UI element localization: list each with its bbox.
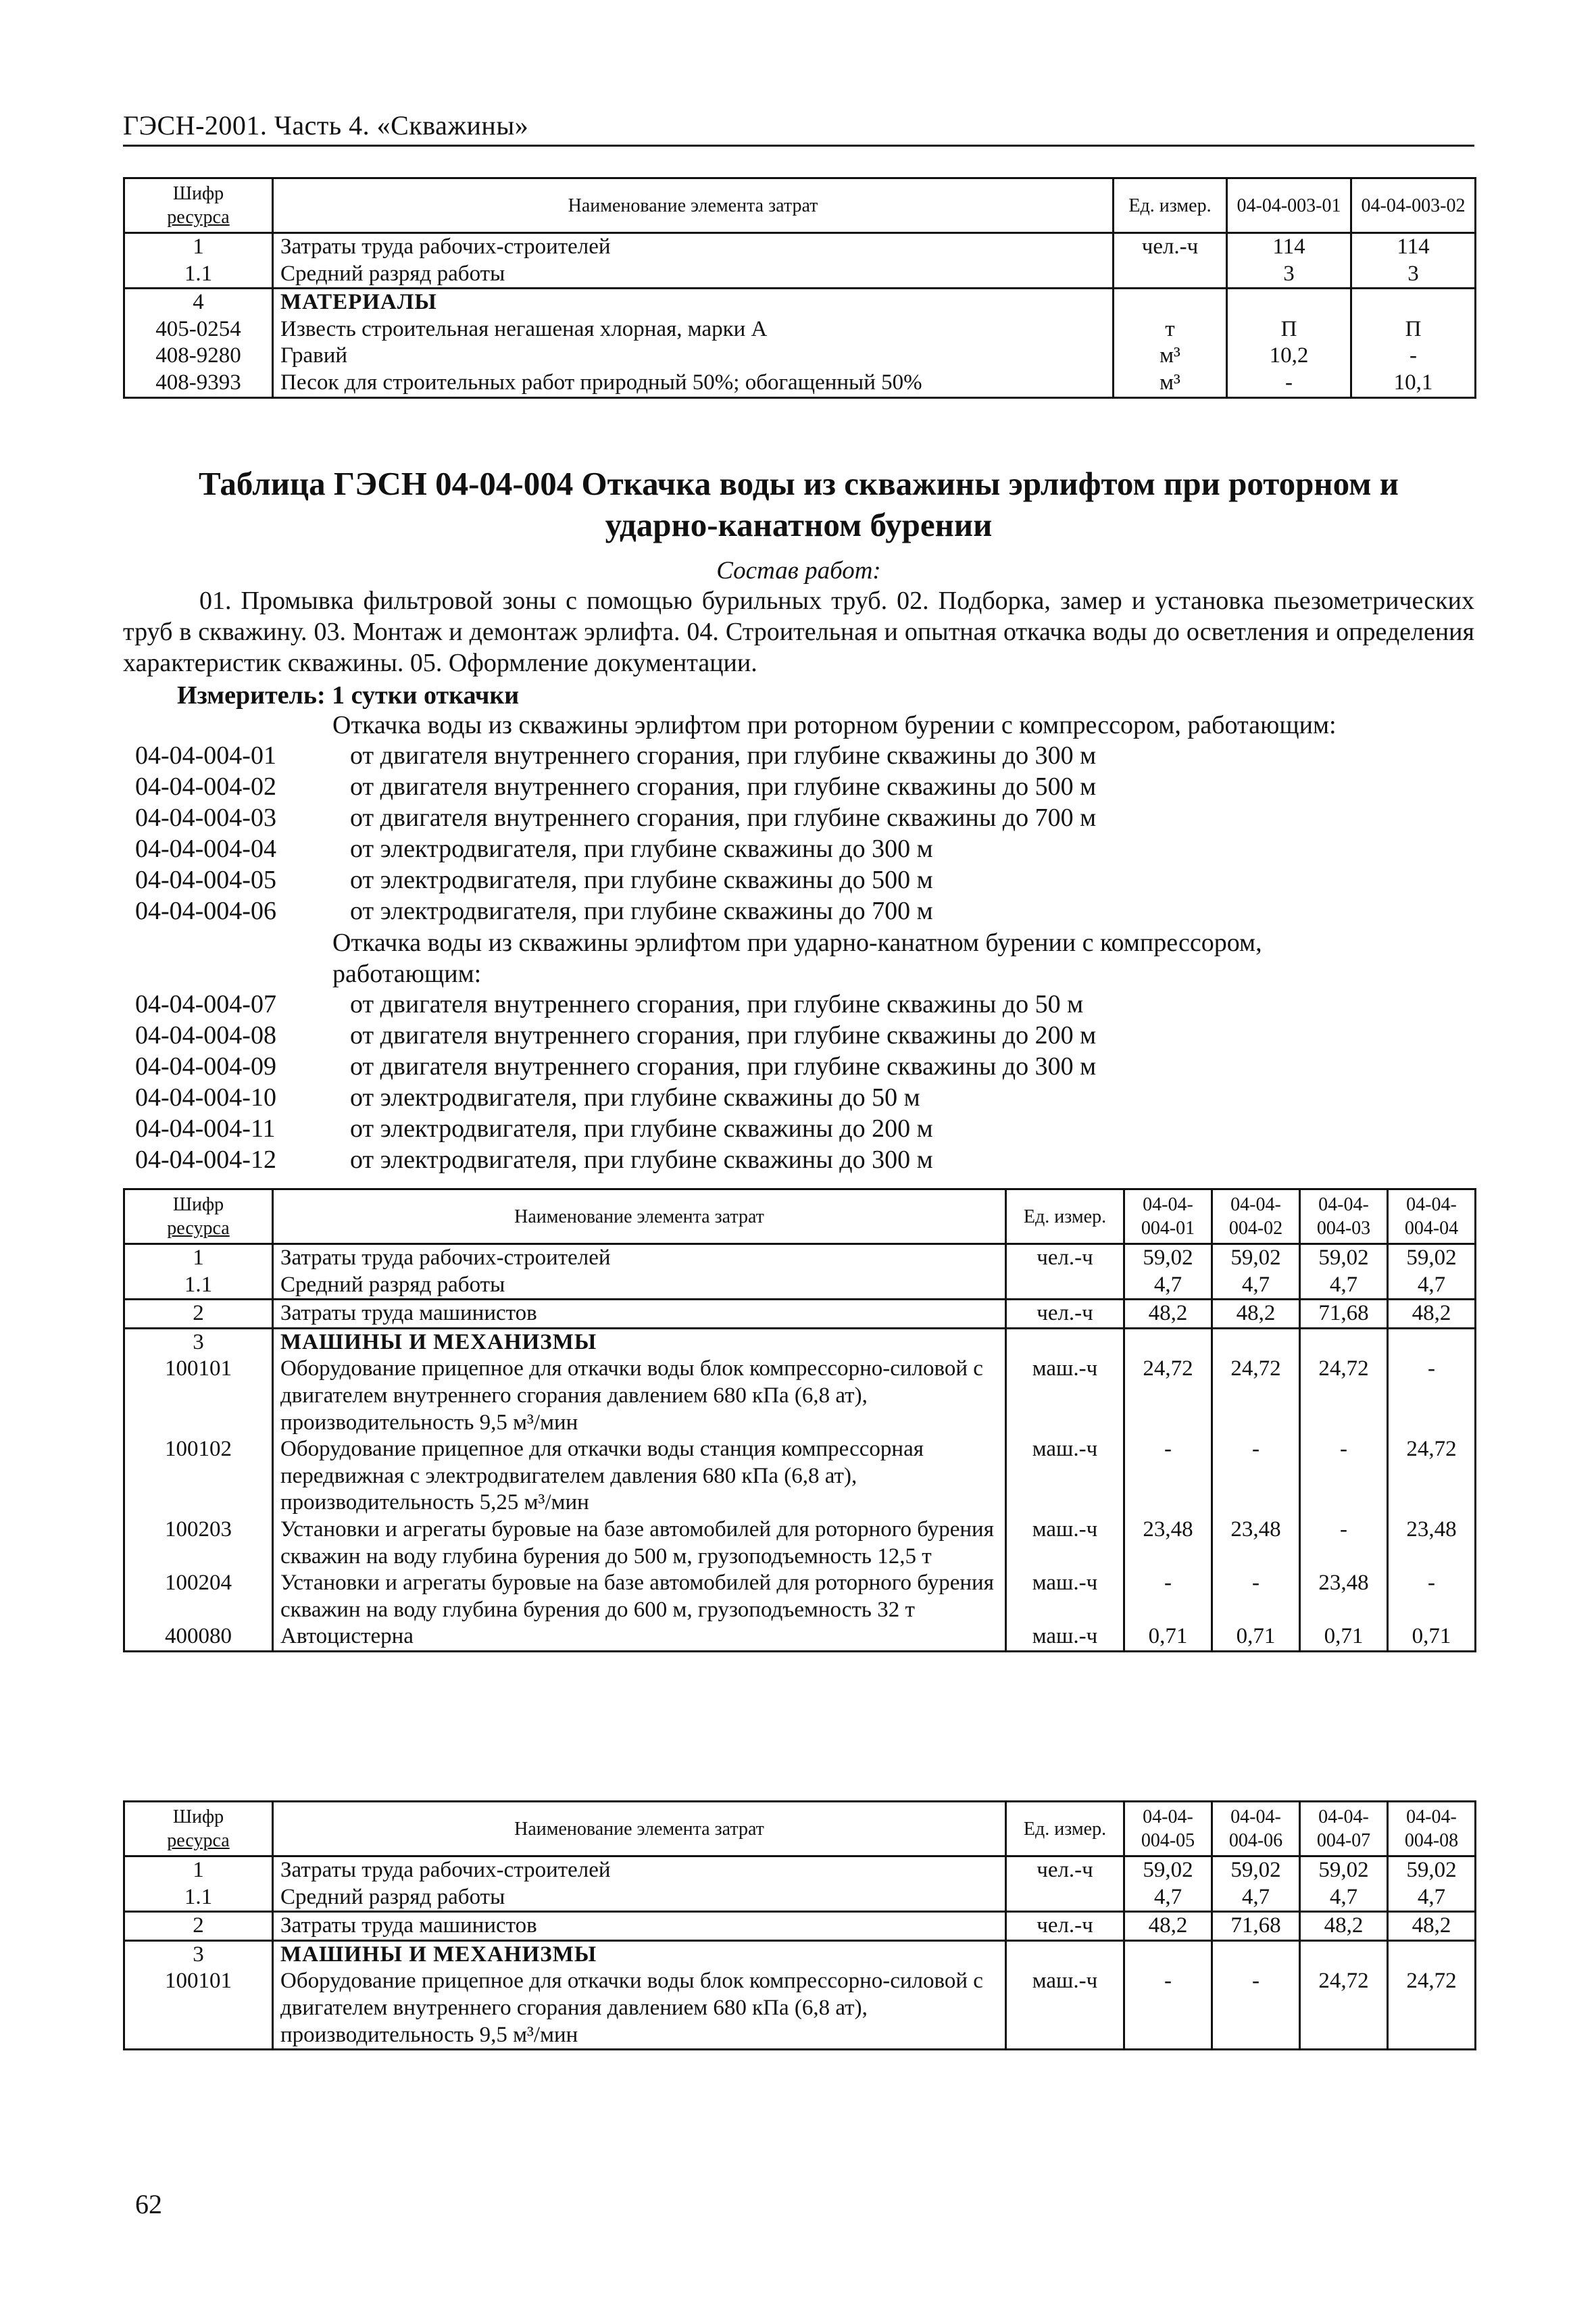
cell-code: 1 (124, 233, 273, 261)
rate-code: 04-04-004-01 (135, 741, 276, 770)
cell-value: 3 (1227, 261, 1351, 289)
work-composition-label: Состав работ: (716, 557, 881, 585)
cell-value (1300, 1940, 1388, 1968)
cell-value: 4,7 (1388, 1884, 1476, 1912)
rate-code: 04-04-004-04 (135, 835, 276, 863)
cell-value: 59,02 (1300, 1856, 1388, 1884)
rate-description: от электродвигателя, при глубине скважины до 500 м (350, 866, 933, 894)
cell-value: 10,1 (1351, 370, 1476, 397)
cell-value: - (1124, 1436, 1212, 1517)
cell-name: Затраты труда машинистов (273, 1912, 1006, 1941)
cell-code: 2 (124, 1912, 273, 1941)
cell-unit (1006, 1884, 1124, 1912)
cell-value: 71,68 (1212, 1912, 1300, 1941)
cell-value: 48,2 (1388, 1912, 1476, 1941)
cell-value: - (1388, 1570, 1476, 1623)
cell-value (1388, 1328, 1476, 1356)
table-row (124, 343, 1476, 370)
cell-name: Оборудование прицепное для откачки воды станция компрессорная передвижная с электродвигателем давления 680 кПа (6,8 ат), производительность 5,25 м³/мин (273, 1436, 1006, 1517)
cell-section-heading: МАТЕРИАЛЫ (273, 289, 1114, 316)
cell-value: 59,02 (1388, 1244, 1476, 1272)
cell-name: Оборудование прицепное для откачки воды блок компрессорно-силовой с двигателем внутреннего сгорания давлением 680 кПа (6,8 ат), производительность 9,5 м³/мин (273, 1968, 1006, 2049)
cell-name: Средний разряд работы (273, 1884, 1006, 1912)
cell-code: 1.1 (124, 1272, 273, 1300)
table-row (124, 1570, 1476, 1623)
cell-unit: маш.-ч (1006, 1623, 1124, 1651)
cell-value: 59,02 (1388, 1856, 1476, 1884)
cell-value: 59,02 (1212, 1856, 1300, 1884)
cell-value: 48,2 (1124, 1912, 1212, 1941)
table-row (124, 1940, 1476, 1968)
cell-name: Затраты труда рабочих-строителей (273, 1856, 1006, 1884)
cell-code: 1.1 (124, 1884, 273, 1912)
cell-value: 4,7 (1124, 1272, 1212, 1300)
cell-name: Затраты труда машинистов (273, 1300, 1006, 1329)
cell-value: 59,02 (1124, 1856, 1212, 1884)
cell-code: 1.1 (124, 261, 273, 289)
table-row (124, 1436, 1476, 1517)
cell-value: 4,7 (1300, 1272, 1388, 1300)
group-lead: Откачка воды из скважины эрлифтом при ударно-канатном бурении с компрессором, работающим: (332, 929, 1262, 988)
measure-unit: Измеритель: 1 сутки откачки (177, 681, 520, 710)
rate-description: от двигателя внутреннего сгорания, при глубине скважины до 500 м (350, 772, 1097, 801)
cell-unit (1114, 289, 1227, 316)
cell-value: - (1300, 1517, 1388, 1570)
cell-value: - (1124, 1968, 1212, 2049)
cell-value (1124, 1940, 1212, 1968)
cell-unit: чел.-ч (1006, 1244, 1124, 1272)
table-header-row (124, 178, 1476, 233)
cell-name: Песок для строительных работ природный 50%; обогащенный 50% (273, 370, 1114, 397)
rate-code: 04-04-004-12 (135, 1146, 276, 1174)
cell-code: 3 (124, 1328, 273, 1356)
cell-value: - (1212, 1570, 1300, 1623)
cell-name: Средний разряд работы (273, 261, 1114, 289)
cell-unit: чел.-ч (1006, 1856, 1124, 1884)
cell-value: 48,2 (1212, 1300, 1300, 1329)
header-name: Наименование элемента затрат (273, 1802, 1006, 1856)
rate-code: 04-04-004-07 (135, 990, 276, 1018)
rate-code: 04-04-004-02 (135, 772, 276, 801)
cell-value: 71,68 (1300, 1300, 1388, 1329)
cell-value: - (1300, 1436, 1388, 1517)
cell-value: 59,02 (1124, 1244, 1212, 1272)
rate-description: от электродвигателя, при глубине скважины до 200 м (350, 1114, 933, 1143)
rate-description: от электродвигателя, при глубине скважины до 50 м (350, 1083, 920, 1112)
cell-value (1351, 289, 1476, 316)
cell-value: 59,02 (1300, 1244, 1388, 1272)
cell-code: 1 (124, 1244, 273, 1272)
table-previous (123, 177, 1476, 399)
cell-unit (1006, 1328, 1124, 1356)
cell-value (1212, 1328, 1300, 1356)
header-code: Шифр ресурса (124, 1189, 273, 1244)
cell-value (1227, 289, 1351, 316)
table-row (124, 1328, 1476, 1356)
table-row (124, 261, 1476, 289)
cell-unit: маш.-ч (1006, 1356, 1124, 1436)
table-row (124, 1856, 1476, 1884)
cell-unit: т (1114, 316, 1227, 343)
cell-unit: чел.-ч (1006, 1912, 1124, 1941)
rate-code: 04-04-004-11 (135, 1114, 276, 1143)
page-number: 62 (135, 2189, 162, 2219)
cell-value: 24,72 (1388, 1436, 1476, 1517)
cell-value: 23,48 (1300, 1570, 1388, 1623)
header-col-2: 04-04-003-02 (1351, 178, 1476, 233)
table-row (124, 1356, 1476, 1436)
cell-code: 405-0254 (124, 316, 273, 343)
rate-code: 04-04-004-03 (135, 804, 276, 832)
cell-value: 48,2 (1124, 1300, 1212, 1329)
cell-name: Гравий (273, 343, 1114, 370)
rate-description: от двигателя внутреннего сгорания, при глубине скважины до 300 м (350, 741, 1097, 770)
cell-section-heading: МАШИНЫ И МЕХАНИЗМЫ (273, 1328, 1006, 1356)
header-unit: Ед. измер. (1114, 178, 1227, 233)
cell-name: Установки и агрегаты буровые на базе автомобилей для роторного бурения скважин на воду глубина бурения до 600 м, грузоподъемность 32 т (273, 1570, 1006, 1623)
cell-unit: чел.-ч (1114, 233, 1227, 261)
header-unit: Ед. измер. (1006, 1189, 1124, 1244)
header-col-1: 04-04-003-01 (1227, 178, 1351, 233)
table-title-line: Таблица ГЭСН 04-04-004 Откачка воды из скважины эрлифтом при роторном и (198, 465, 1399, 502)
rate-description: от двигателя внутреннего сгорания, при глубине скважины до 50 м (350, 990, 1084, 1018)
table-row (124, 1300, 1476, 1329)
cell-name: Установки и агрегаты буровые на базе автомобилей для роторного бурения скважин на воду глубина бурения до 500 м, грузоподъемность 12,5 т (273, 1517, 1006, 1570)
cell-value: 114 (1227, 233, 1351, 261)
cell-code: 408-9393 (124, 370, 273, 397)
cell-value: П (1227, 316, 1351, 343)
cell-value: - (1124, 1570, 1212, 1623)
running-head: ГЭСН-2001. Часть 4. «Скважины» (123, 110, 529, 141)
rate-code: 04-04-004-09 (135, 1052, 276, 1081)
table-row (124, 1244, 1476, 1272)
rate-description: от двигателя внутреннего сгорания, при глубине скважины до 300 м (350, 1052, 1097, 1081)
cell-unit: маш.-ч (1006, 1570, 1124, 1623)
cell-value: 0,71 (1388, 1623, 1476, 1651)
cell-value: 23,48 (1388, 1517, 1476, 1570)
table-title-line: ударно-канатном бурении (605, 506, 993, 543)
cell-value: - (1212, 1968, 1300, 2049)
cell-value: 24,72 (1300, 1968, 1388, 2049)
cell-value (1300, 1328, 1388, 1356)
header-name: Наименование элемента затрат (273, 1189, 1006, 1244)
cell-value: 48,2 (1388, 1300, 1476, 1329)
rate-code: 04-04-004-08 (135, 1021, 276, 1050)
group-lead: Откачка воды из скважины эрлифтом при роторном бурении с компрессором, работающим: (332, 711, 1337, 739)
cell-value: 0,71 (1212, 1623, 1300, 1651)
header-col-3: 04-04-004-03 (1300, 1189, 1388, 1244)
header-unit: Ед. измер. (1006, 1802, 1124, 1856)
cell-value (1124, 1328, 1212, 1356)
cell-code: 1 (124, 1856, 273, 1884)
rate-description: от электродвигателя, при глубине скважины до 700 м (350, 897, 933, 925)
rate-description: от двигателя внутреннего сгорания, при глубине скважины до 200 м (350, 1021, 1097, 1050)
table-row (124, 1517, 1476, 1570)
cell-value: 48,2 (1300, 1912, 1388, 1941)
cell-value: - (1351, 343, 1476, 370)
cell-value: 24,72 (1300, 1356, 1388, 1436)
table-row (124, 1912, 1476, 1941)
cell-value: 4,7 (1212, 1272, 1300, 1300)
cell-name: Средний разряд работы (273, 1272, 1006, 1300)
cell-value: 24,72 (1124, 1356, 1212, 1436)
cell-value: 3 (1351, 261, 1476, 289)
rate-description: от двигателя внутреннего сгорания, при глубине скважины до 700 м (350, 804, 1097, 832)
cell-value: 114 (1351, 233, 1476, 261)
header-col-1: 04-04-004-05 (1124, 1802, 1212, 1856)
rate-code: 04-04-004-05 (135, 866, 276, 894)
cell-value (1212, 1940, 1300, 1968)
cell-code: 3 (124, 1940, 273, 1968)
cell-value: 4,7 (1124, 1884, 1212, 1912)
cell-value: - (1227, 370, 1351, 397)
header-name: Наименование элемента затрат (273, 178, 1114, 233)
cell-unit: маш.-ч (1006, 1968, 1124, 2049)
cell-value: 24,72 (1212, 1356, 1300, 1436)
table-row (124, 1968, 1476, 2049)
cell-unit (1006, 1940, 1124, 1968)
table-row (124, 1272, 1476, 1300)
cell-code: 100101 (124, 1968, 273, 2049)
table-rates-05-08 (123, 1800, 1476, 2050)
cell-name: Известь строительная негашеная хлорная, марки А (273, 316, 1114, 343)
cell-value: 24,72 (1388, 1968, 1476, 2049)
cell-code: 100102 (124, 1436, 273, 1517)
cell-code: 100101 (124, 1356, 273, 1436)
table-row (124, 316, 1476, 343)
cell-code: 100203 (124, 1517, 273, 1570)
cell-code: 2 (124, 1300, 273, 1329)
table-row (124, 1884, 1476, 1912)
cell-code: 400080 (124, 1623, 273, 1651)
cell-name: Затраты труда рабочих-строителей (273, 1244, 1006, 1272)
cell-unit: чел.-ч (1006, 1300, 1124, 1329)
header-rule (123, 145, 1474, 147)
cell-value: 0,71 (1124, 1623, 1212, 1651)
cell-code: 408-9280 (124, 343, 273, 370)
cell-unit: маш.-ч (1006, 1436, 1124, 1517)
cell-value: 0,71 (1300, 1623, 1388, 1651)
cell-name: Оборудование прицепное для откачки воды блок компрессорно-силовой с двигателем внутреннего сгорания давлением 680 кПа (6,8 ат), производительность 9,5 м³/мин (273, 1356, 1006, 1436)
cell-code: 4 (124, 289, 273, 316)
header-code: Шифр ресурса (124, 1802, 273, 1856)
cell-value: 10,2 (1227, 343, 1351, 370)
cell-unit: маш.-ч (1006, 1517, 1124, 1570)
rate-description: от электродвигателя, при глубине скважины до 300 м (350, 835, 933, 863)
cell-value: - (1388, 1356, 1476, 1436)
cell-name: Затраты труда рабочих-строителей (273, 233, 1114, 261)
cell-section-heading: МАШИНЫ И МЕХАНИЗМЫ (273, 1940, 1006, 1968)
header-col-2: 04-04-004-02 (1212, 1189, 1300, 1244)
table-header-row (124, 1802, 1476, 1856)
table-rates-01-04 (123, 1188, 1476, 1652)
header-code: Шифр ресурса (124, 178, 273, 233)
header-col-4: 04-04-004-04 (1388, 1189, 1476, 1244)
header-col-1: 04-04-004-01 (1124, 1189, 1212, 1244)
table-header-row (124, 1189, 1476, 1244)
rate-description: от электродвигателя, при глубине скважины до 300 м (350, 1146, 933, 1174)
work-composition-text: 01. Промывка фильтровой зоны с помощью бурильных труб. 02. Подборка, замер и установка пьезометрических труб в скважину. 03. Монтаж и демонтаж эрлифта. 04. Строительная и опытная откачка воды до осветления и определения характеристик скважины. 05. Оформление документации. (123, 587, 1474, 677)
cell-code: 100204 (124, 1570, 273, 1623)
cell-unit: м³ (1114, 370, 1227, 397)
cell-value: 23,48 (1212, 1517, 1300, 1570)
rate-code: 04-04-004-06 (135, 897, 276, 925)
table-row (124, 370, 1476, 397)
header-col-3: 04-04-004-07 (1300, 1802, 1388, 1856)
cell-value: 59,02 (1212, 1244, 1300, 1272)
table-row (124, 1623, 1476, 1651)
header-col-4: 04-04-004-08 (1388, 1802, 1476, 1856)
cell-value: 23,48 (1124, 1517, 1212, 1570)
table-row (124, 289, 1476, 316)
cell-name: Автоцистерна (273, 1623, 1006, 1651)
cell-value: 4,7 (1388, 1272, 1476, 1300)
cell-value (1388, 1940, 1476, 1968)
cell-unit (1006, 1272, 1124, 1300)
rate-code: 04-04-004-10 (135, 1083, 276, 1112)
cell-value: 4,7 (1212, 1884, 1300, 1912)
cell-value: - (1212, 1436, 1300, 1517)
cell-unit (1114, 261, 1227, 289)
table-title (123, 464, 1474, 546)
cell-unit: м³ (1114, 343, 1227, 370)
table-row (124, 233, 1476, 261)
cell-value: П (1351, 316, 1476, 343)
cell-value: 4,7 (1300, 1884, 1388, 1912)
header-col-2: 04-04-004-06 (1212, 1802, 1300, 1856)
